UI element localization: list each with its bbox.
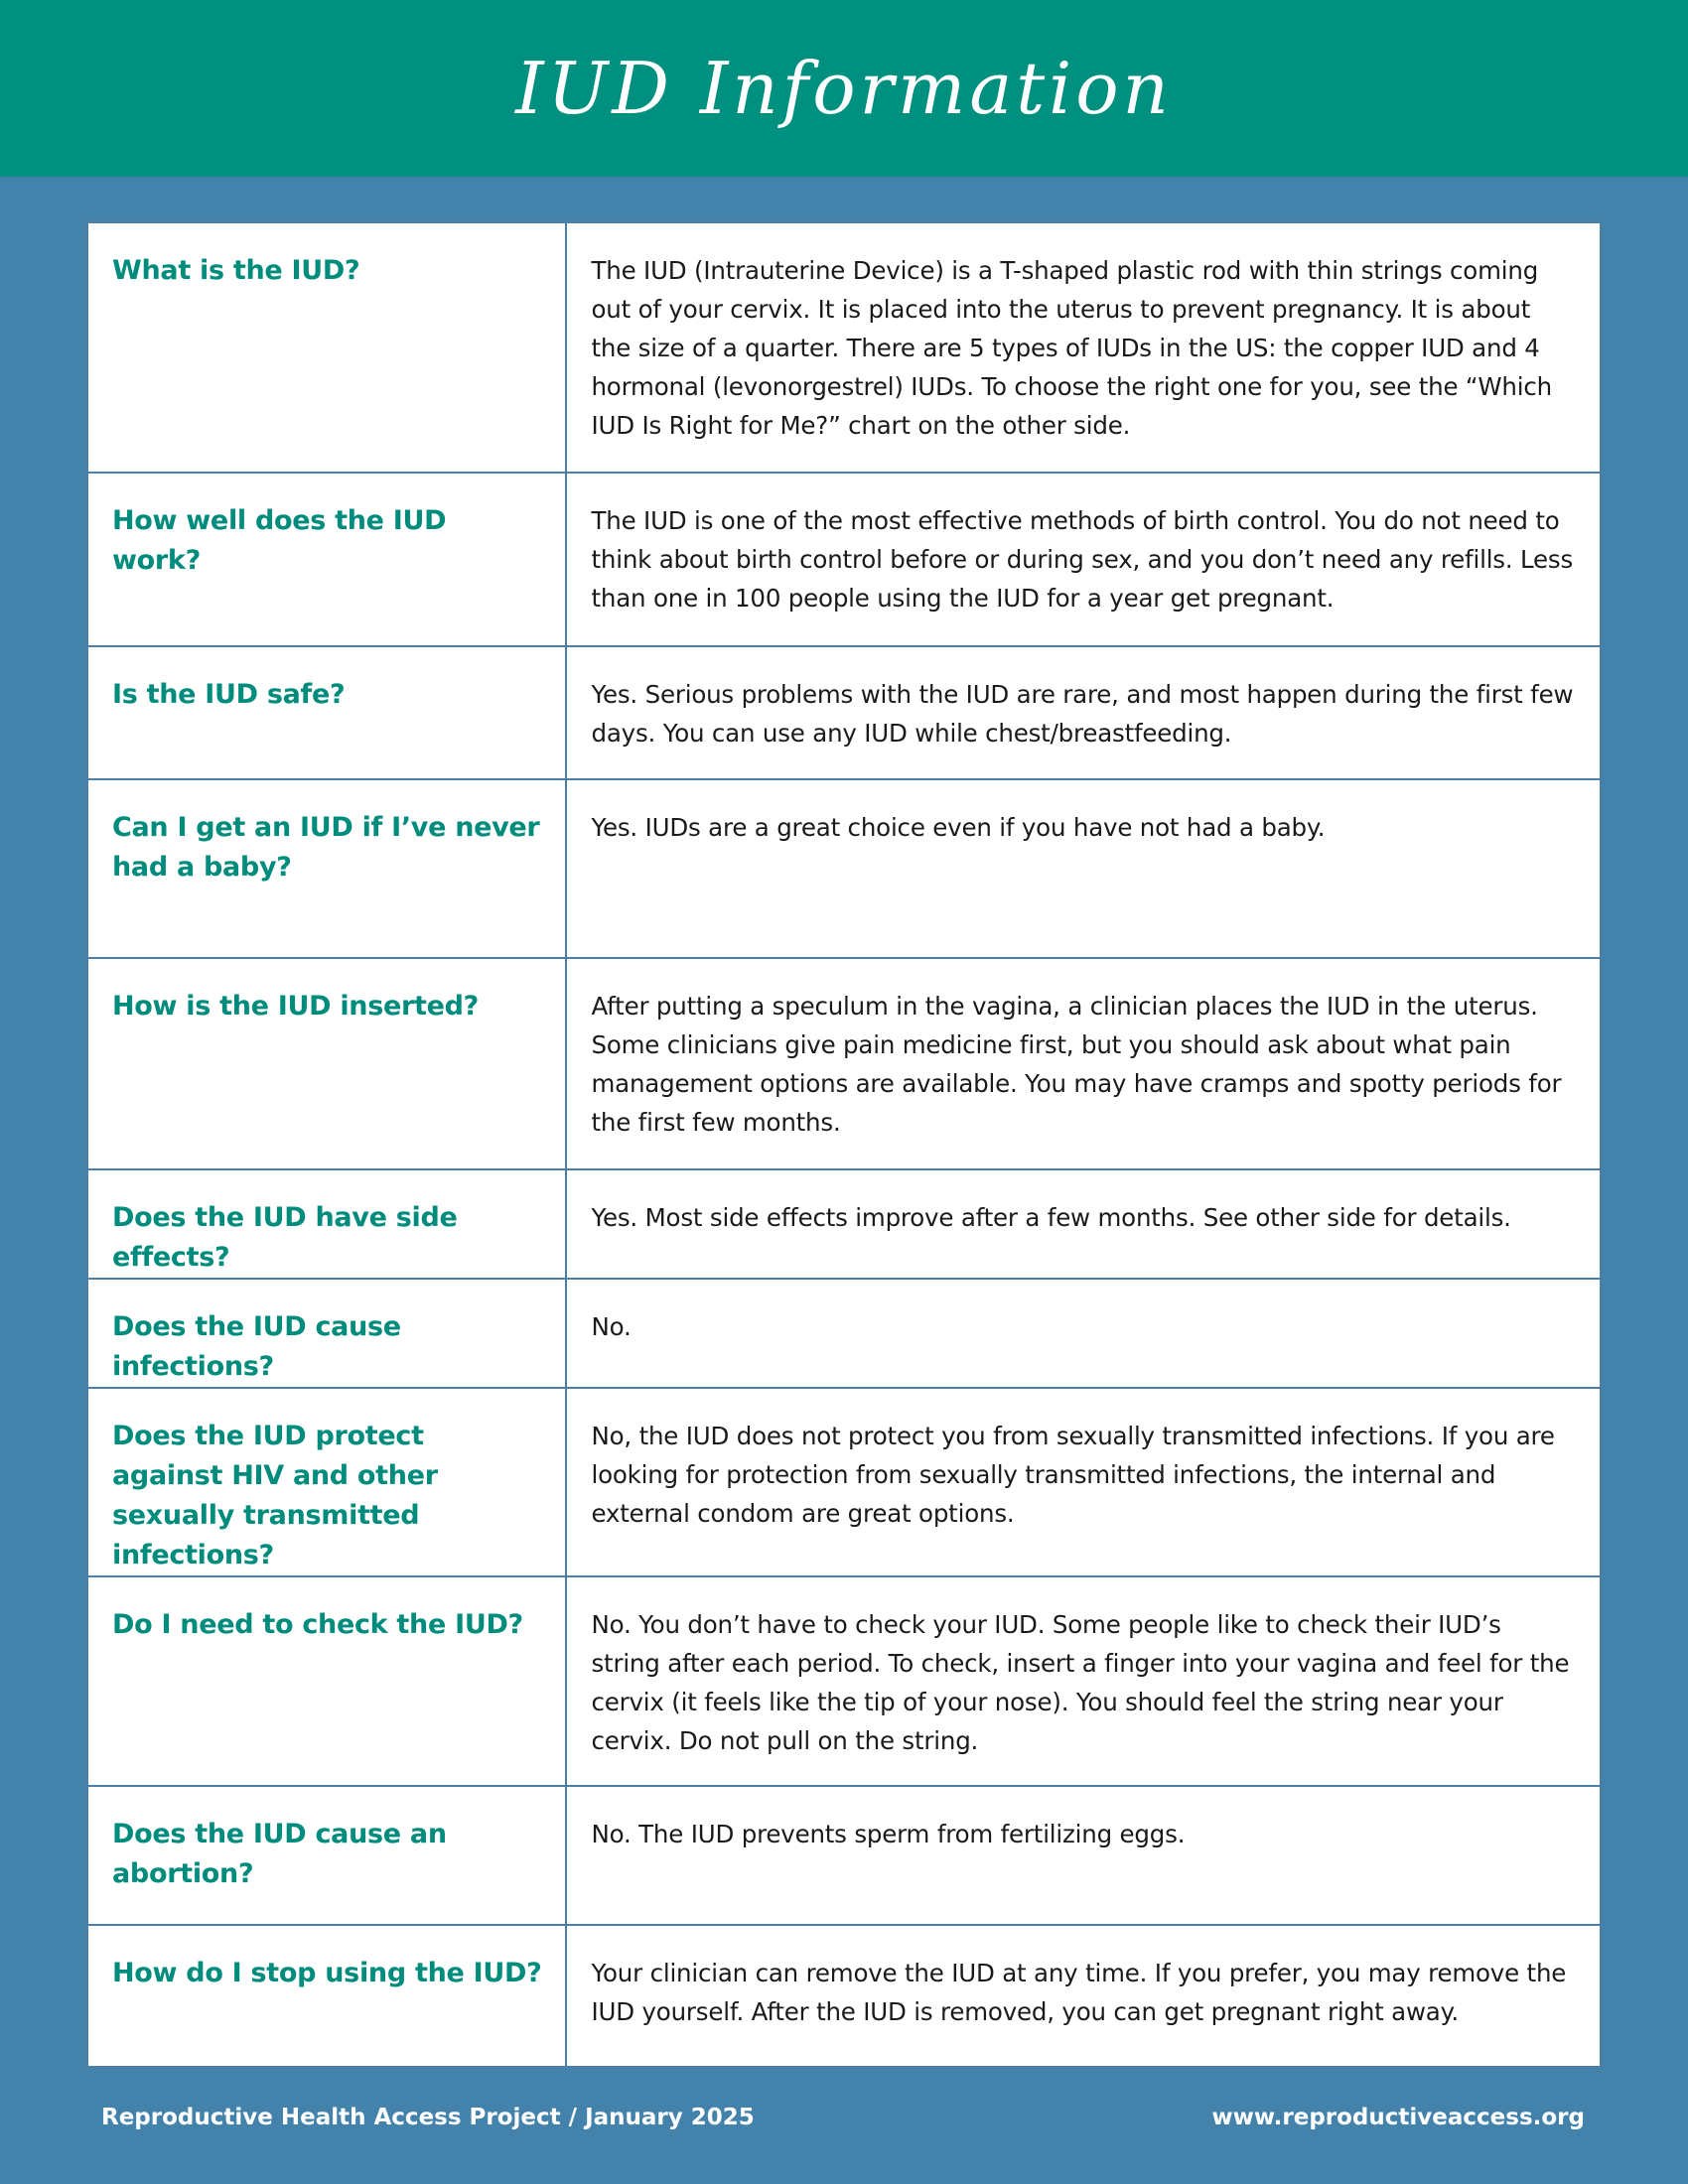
faq-answer-cell (566, 1786, 1601, 1925)
faq-row (87, 958, 1601, 1169)
faq-question-cell (87, 779, 566, 958)
faq-answer: No. The IUD prevents sperm from fertilizing eggs. (591, 1820, 1186, 1848)
faq-question-cell (87, 958, 566, 1169)
faq-row (87, 646, 1601, 779)
faq-question-cell (87, 222, 566, 473)
faq-answer-cell (566, 1925, 1601, 2067)
faq-answer: Yes. Most side effects improve after a few months. See other side for details. (591, 1203, 1511, 1232)
faq-question: Does the IUD cause an abortion? (112, 1819, 447, 1889)
faq-question-cell (87, 646, 566, 779)
faq-answer: No. You don’t have to check your IUD. Some people like to check their IUD’s string after each period. To check, insert a finger into your vagina and feel for the cervix (it feels like the tip of your nose). You should feel the string near your cervix. Do not pull on the string. (591, 1610, 1570, 1755)
page-header (0, 0, 1688, 177)
faq-question-cell (87, 1279, 566, 1388)
faq-row (87, 1169, 1601, 1279)
faq-answer-cell (566, 958, 1601, 1169)
faq-answer: After putting a speculum in the vagina, a clinician places the IUD in the uterus. Some clinicians give pain medicine first, but you should ask about what pain management options are available. You may have cramps and spotty periods for the first few months. (591, 992, 1562, 1137)
faq-question: How do I stop using the IUD? (112, 1958, 542, 1988)
faq-table (86, 221, 1602, 2068)
faq-answer-cell (566, 1388, 1601, 1576)
faq-answer-cell (566, 1279, 1601, 1388)
faq-question: What is the IUD? (112, 255, 360, 286)
faq-answer-cell (566, 473, 1601, 646)
faq-answer-cell (566, 1169, 1601, 1279)
faq-answer-cell (566, 779, 1601, 958)
faq-row (87, 1925, 1601, 2067)
faq-answer-cell (566, 646, 1601, 779)
faq-answer: No, the IUD does not protect you from sexually transmitted infections. If you are looking for protection from sexually transmitted infections, the internal and external condom are great options. (591, 1422, 1555, 1528)
faq-row (87, 1576, 1601, 1786)
faq-question-cell (87, 1786, 566, 1925)
footer-organization-date: Reproductive Health Access Project / January 2025 (101, 2105, 755, 2130)
faq-question: How is the IUD inserted? (112, 991, 480, 1022)
faq-answer: Yes. IUDs are a great choice even if you have not had a baby. (591, 813, 1326, 842)
faq-answer: The IUD (Intrauterine Device) is a T-shaped plastic rod with thin strings coming out of your cervix. It is placed into the uterus to prevent pregnancy. It is about the size of a quarter. There are 5 types of IUDs in the US: the copper IUD and 4 hormonal (levonorgestrel) IUDs. To choose the right one for you, see the “Which IUD Is Right for Me?” chart on the other side. (591, 256, 1552, 440)
faq-question-cell (87, 473, 566, 646)
faq-question-cell (87, 1925, 566, 2067)
faq-answer: No. (591, 1312, 632, 1341)
faq-answer: Yes. Serious problems with the IUD are rare, and most happen during the first few days. You can use any IUD while chest/breastfeeding. (591, 680, 1574, 748)
faq-question-cell (87, 1169, 566, 1279)
faq-row (87, 1279, 1601, 1388)
faq-question: Is the IUD safe? (112, 679, 346, 710)
faq-question: Do I need to check the IUD? (112, 1609, 523, 1640)
faq-row (87, 1388, 1601, 1576)
faq-question-cell (87, 1576, 566, 1786)
footer-website: www.reproductiveaccess.org (1211, 2105, 1585, 2130)
faq-answer: Your clinician can remove the IUD at any time. If you prefer, you may remove the IUD yourself. After the IUD is removed, you can get pregnant right away. (591, 1959, 1567, 2026)
faq-question: Does the IUD protect against HIV and other sexually transmitted infections? (112, 1421, 438, 1570)
faq-question: Can I get an IUD if I’ve never had a baby? (112, 812, 540, 883)
faq-answer-cell (566, 1576, 1601, 1786)
faq-question-cell (87, 1388, 566, 1576)
faq-row (87, 1786, 1601, 1925)
faq-row (87, 222, 1601, 473)
page-title: IUD Information (515, 47, 1173, 130)
faq-row (87, 473, 1601, 646)
faq-answer: The IUD is one of the most effective methods of birth control. You do not need to think about birth control before or during sex, and you don’t need any refills. Less than one in 100 people using the IUD for a year get pregnant. (591, 506, 1574, 613)
faq-answer-cell (566, 222, 1601, 473)
faq-question: Does the IUD have side effects? (112, 1202, 458, 1273)
faq-question: How well does the IUD work? (112, 505, 447, 576)
faq-question: Does the IUD cause infections? (112, 1311, 401, 1382)
faq-row (87, 779, 1601, 958)
